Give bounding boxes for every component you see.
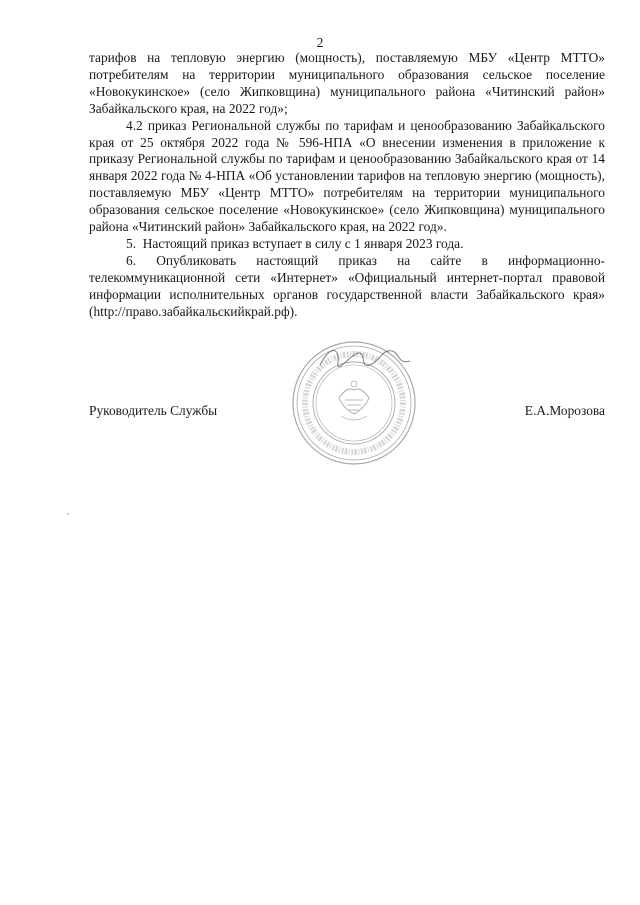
page-number: 2 xyxy=(316,35,324,50)
body-text xyxy=(89,50,605,321)
paragraph-continuation: тарифов на тепловую энергию (мощность), поставляемую МБУ «Центр МТТО» потребителям на территории муниципального образования сельское поселение «Новокукинское» (село Жипковщина) муниципального района «Читинский район» Забайкальского края, на 2022 год»; xyxy=(89,50,605,116)
handwritten-signature xyxy=(310,325,420,385)
paragraph-item-4-2: 4.2 приказ Региональной службы по тарифам и ценообразованию Забайкальского края от 25 октября 2022 года № 596-НПА «О внесении изменения в приложение к приказу Региональной службы по тарифам и ценообразованию Забайкальского края от 14 января 2022 года № 4-НПА «Об установлении тарифов на тепловую энергию (мощность), поставляемую МБУ «Центр МТТО» потребителям на территории муниципального образования сельское поселение «Новокукинское» (село Жипковщина) муниципального района «Читинский район» Забайкальского края, на 2022 год». xyxy=(89,117,605,235)
paragraph-item-5: 5. Настоящий приказ вступает в силу с 1 января 2023 года. xyxy=(126,235,464,251)
scan-speck xyxy=(67,513,69,515)
signatory-name: Е.А.Морозова xyxy=(524,403,605,418)
signatory-title: Руководитель Службы xyxy=(89,403,218,418)
paragraph-item-6: 6. Опубликовать настоящий приказ на сайте в информационно-телекоммуникационной сети «Интернет» «Официальный интернет-портал правовой информации исполнительных органов государственной власти Забайкальского края» (http://право.забайкальскийкрай.рф). xyxy=(89,252,605,319)
